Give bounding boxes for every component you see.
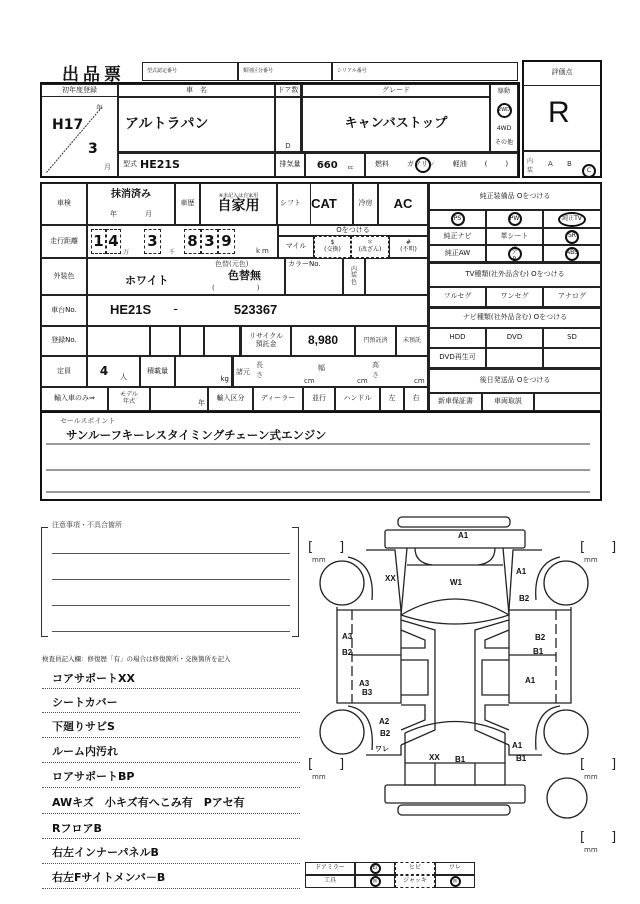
year-suffix: 年 xyxy=(96,104,103,112)
equip-leather-seat[interactable]: 革シート xyxy=(486,228,543,245)
mileage-tampered-option[interactable]: ＊ (改ざん) xyxy=(351,236,389,258)
rear-bumper-bottom xyxy=(398,805,510,815)
chassis-prefix: HE21S xyxy=(110,302,152,318)
car-name: アルトラパン xyxy=(118,97,275,152)
inspector-item: コアサポートXX xyxy=(52,672,135,685)
damage-mark: A3 xyxy=(359,679,370,688)
equip-tv[interactable]: 純正TV xyxy=(543,210,601,228)
damage-mark: B2 xyxy=(380,729,391,738)
fuel-paren-close: ) xyxy=(505,160,509,169)
notes-line xyxy=(52,631,290,632)
rear-bumper xyxy=(385,785,525,803)
later-blank xyxy=(534,393,601,411)
exterior-color-label: 外装色 xyxy=(41,258,87,295)
navi-blank xyxy=(486,348,543,368)
mileage-digit: 3 xyxy=(144,229,161,254)
damage-mark: A1 xyxy=(525,676,536,685)
ac-value: AC xyxy=(378,183,428,225)
notes-label: 注意事項・不具合箇所 xyxy=(52,521,122,529)
registration-cell xyxy=(180,326,204,356)
tread-bracket: [ ] xyxy=(580,540,617,555)
registration-label: 登録No. xyxy=(41,326,87,356)
tread-bracket: [ ] xyxy=(308,540,345,555)
drive-other: その他 xyxy=(494,139,513,147)
mileage-digit: 3 xyxy=(201,229,218,254)
equip-navi[interactable]: 純正ナビ xyxy=(428,228,486,245)
sales-point-label: セールスポイント xyxy=(60,417,116,425)
width-label: 幅 xyxy=(318,364,325,372)
type-approval-field: 型式認定番号 xyxy=(142,62,238,81)
import-label: 輸入車のみ⇒ xyxy=(41,387,108,411)
inspector-label: 検査員記入欄：修復歴「有」の場合は修復箇所・交換箇所を記入 xyxy=(42,655,231,663)
damage-mark: B2 xyxy=(342,648,353,657)
mileage-unit: km xyxy=(256,247,271,255)
sales-point-text: サンルーフキーレスタイミングチェーン式エンジン xyxy=(66,428,327,442)
length-label: 長さ xyxy=(256,361,263,379)
mileage-exchanged-option[interactable]: $ (交換) xyxy=(314,236,351,258)
door-mirror-label: ドアミラー xyxy=(305,862,355,875)
history-value: 自家用 xyxy=(217,198,260,215)
selected-circle-icon xyxy=(415,157,431,173)
tv-oneseg[interactable]: ワンセグ xyxy=(486,287,543,307)
divider xyxy=(42,813,300,814)
shaken-value: 抹消済み xyxy=(111,189,151,201)
import-parallel[interactable]: 並行 xyxy=(303,387,335,411)
history-label: 車歴 xyxy=(175,183,200,225)
shaken-cell xyxy=(87,183,175,225)
spec-label: 諸元 xyxy=(236,368,250,376)
damage-mark: A2 xyxy=(379,717,390,726)
month-suffix: 月 xyxy=(104,163,111,171)
divider xyxy=(42,888,300,889)
shaken-month-unit: 月 xyxy=(145,209,152,218)
front-bumper-top xyxy=(398,517,510,527)
recycle-deposited: 円預託済 xyxy=(355,326,396,356)
length-unit: cm xyxy=(304,377,315,385)
import-type-label: 輸入区分 xyxy=(208,387,253,411)
rear-window xyxy=(405,722,505,734)
tread-unit: mm xyxy=(312,556,326,564)
later-warranty[interactable]: 新車保証書 xyxy=(428,393,482,411)
capacity-cell xyxy=(87,356,140,387)
navi-sd[interactable]: SD xyxy=(543,328,601,348)
load-unit: kg xyxy=(175,356,232,387)
later-manual[interactable]: 車両取説 xyxy=(482,393,534,411)
car-name-label: 車 名 xyxy=(118,84,275,97)
tread-unit: mm xyxy=(312,773,326,781)
damage-mark: ワレ xyxy=(375,746,389,753)
score-value: R xyxy=(548,96,570,129)
tread-bracket: [ ] xyxy=(580,757,617,772)
equip-airbag[interactable]: エアB xyxy=(486,245,543,262)
drive-2wd: 2WD xyxy=(497,103,512,118)
width-unit: cm xyxy=(357,377,368,385)
damage-mark: B2 xyxy=(535,633,546,642)
damage-mark: B1 xyxy=(455,755,466,764)
mileage-digit: 1 xyxy=(91,229,106,254)
divider xyxy=(42,688,300,689)
navi-dvd[interactable]: DVD xyxy=(486,328,543,348)
history-note: ※未記入は自家用 xyxy=(218,192,259,199)
front-bumper xyxy=(385,530,525,548)
interior-color-label: 内装色 xyxy=(343,258,365,295)
tread-unit: mm xyxy=(584,773,598,781)
divider xyxy=(42,863,300,864)
recycle-label: リサイクル預託金 xyxy=(240,326,291,356)
serial-field: シリアル番号 xyxy=(332,62,518,81)
handle-right[interactable]: 右 xyxy=(404,387,428,411)
sen-unit: 千 xyxy=(169,249,176,256)
capacity-value: 4 xyxy=(99,363,109,378)
ac-label: 冷房 xyxy=(353,183,378,225)
fuel-diesel: 軽油 xyxy=(452,160,467,169)
mileage-digit: 4 xyxy=(106,229,121,254)
interior-label: 内装 xyxy=(527,158,534,174)
fuel-label: 燃料 xyxy=(374,160,389,169)
history-cell xyxy=(200,183,277,225)
inspector-item: 右左Fサイトメンバ－B xyxy=(52,871,166,884)
car-damage-diagram xyxy=(300,505,610,860)
damage-mark: A3 xyxy=(342,632,353,641)
mile-option: マイル xyxy=(278,236,314,258)
exterior-color-value: ホワイト xyxy=(125,274,169,287)
chassis-label: 車台No. xyxy=(41,295,87,326)
divider xyxy=(42,737,300,738)
door-mirror-value: E/ xyxy=(355,862,395,875)
divider xyxy=(40,411,602,413)
inspector-item: 下廻りサビS xyxy=(52,720,115,733)
drive-4wd: 4WD xyxy=(496,125,512,133)
chassis-number: 523367 xyxy=(233,302,278,318)
divider xyxy=(42,838,300,839)
divider xyxy=(42,712,300,713)
divider xyxy=(46,443,590,445)
navi-header: ナビ種類(社外品含む) Oをつける xyxy=(428,307,601,328)
divider xyxy=(42,762,300,763)
inspector-item: ルーム内汚れ xyxy=(52,745,118,758)
displacement-unit: cc xyxy=(347,165,354,172)
model-cell xyxy=(118,152,275,177)
model-value: HE21S xyxy=(140,157,180,171)
divider xyxy=(46,491,590,493)
break-label: ワレ xyxy=(435,862,475,875)
spare-tire xyxy=(547,778,587,818)
first-reg-month: 3 xyxy=(88,141,98,157)
color-change-value: 色替無 xyxy=(228,269,261,282)
color-change-label: 色替(元色) xyxy=(215,260,249,268)
dvd-play[interactable]: DVD再生可 xyxy=(428,348,486,368)
damage-mark: A1 xyxy=(458,531,469,540)
registration-cell xyxy=(150,326,180,356)
import-dealer[interactable]: ディーラー xyxy=(253,387,303,411)
capacity-unit: 人 xyxy=(120,372,128,381)
mileage-digit: 8 xyxy=(184,229,201,254)
jack-value: 無 xyxy=(435,875,475,888)
height-label: 高さ xyxy=(372,361,379,379)
grade-label: グレード xyxy=(301,84,490,97)
equip-pw[interactable]: PW xyxy=(486,210,543,228)
wheel-rear-left xyxy=(320,710,364,754)
shaken-year-unit: 年 xyxy=(110,209,117,218)
notes-bracket-left xyxy=(41,527,48,637)
shift-value: CAT xyxy=(296,183,353,225)
registration-cell xyxy=(204,326,240,356)
damage-mark: B1 xyxy=(516,754,527,763)
tv-header: TV種類(社外品含む) Oをつける xyxy=(428,262,601,287)
shaken-date xyxy=(110,211,152,219)
date-slash-icon xyxy=(44,105,104,175)
handle-label: ハンドル xyxy=(335,387,380,411)
interior-grade-a: A xyxy=(548,160,553,168)
recycle-value: 8,980 xyxy=(291,326,355,356)
shaken-label: 車検 xyxy=(41,183,87,225)
notes-line xyxy=(52,579,290,580)
tread-bracket: [ ] xyxy=(308,757,345,772)
recycle-not-deposited: 未預託 xyxy=(396,326,428,356)
notes-bracket-right xyxy=(292,527,299,637)
damage-mark: A1 xyxy=(516,567,527,576)
displacement-label: 排気量 xyxy=(275,152,305,177)
windshield xyxy=(401,599,509,615)
tv-fullseg[interactable]: フルセグ xyxy=(428,287,486,307)
chassis-cell xyxy=(87,295,428,326)
damage-mark: A1 xyxy=(512,741,523,750)
jack-label: ジャッキ xyxy=(395,875,435,888)
doors-suffix: D xyxy=(285,142,291,151)
color-change-paren: ( ) xyxy=(212,284,260,292)
tread-unit: mm xyxy=(584,556,598,564)
notes-line xyxy=(52,553,290,554)
drive-label: 駆動 xyxy=(497,87,510,95)
interior-grade-c xyxy=(582,157,596,178)
sheet-title: 出品票 xyxy=(62,65,125,85)
damage-mark: B2 xyxy=(519,594,530,603)
cabin xyxy=(401,620,509,745)
selected-circle-icon: C xyxy=(582,164,596,178)
height-unit: cm xyxy=(414,377,425,385)
inspector-item: ロアサポートBP xyxy=(52,770,135,783)
capacity-label: 定員 xyxy=(41,356,87,387)
equipment-header: 純正装備品 Oをつける xyxy=(428,183,601,210)
drive-cell xyxy=(490,84,518,152)
inspector-item: 右左インナーパネルB xyxy=(52,846,159,859)
equip-ps[interactable]: PS xyxy=(428,210,486,228)
model-label: 型式 xyxy=(123,160,137,169)
tools-value: 無 xyxy=(355,875,395,888)
first-reg-era-year: H17 xyxy=(52,117,84,133)
model-year-label: モデル年式 xyxy=(108,387,150,411)
man-unit: 万 xyxy=(123,249,130,256)
mileage-digit: 9 xyxy=(218,229,235,254)
score-label: 評価点 xyxy=(523,61,601,86)
equip-abs[interactable]: ABS xyxy=(543,245,601,262)
first-reg-label: 初年度登録 xyxy=(41,84,118,97)
load-label: 積載量 xyxy=(140,356,175,387)
wheel-front-right xyxy=(544,561,588,605)
interior-grade-b: B xyxy=(567,160,572,168)
chassis-dash: - xyxy=(173,302,178,318)
model-year-unit: 年 xyxy=(150,387,208,411)
shift-label: シフト xyxy=(277,183,311,225)
doors-label: ドア数 xyxy=(275,84,301,97)
tv-analog[interactable]: アナログ xyxy=(543,287,601,307)
divider xyxy=(42,787,300,788)
mileage-label: 走行距離 xyxy=(41,225,87,258)
inspector-item: AWキズ 小キズ有へこみ有 Pアセ有 xyxy=(52,796,245,809)
damage-mark: B3 xyxy=(362,688,373,697)
wheel-rear-right xyxy=(544,710,588,754)
interior-color-value xyxy=(365,258,428,295)
inspector-item: RフロアB xyxy=(52,822,102,835)
fuel-cell xyxy=(365,152,518,177)
displacement-cell xyxy=(305,152,365,177)
notes-line xyxy=(52,605,290,606)
wheel-front-left xyxy=(320,561,364,605)
mileage-unknown-option[interactable]: # (不明) xyxy=(389,236,428,258)
handle-left[interactable]: 左 xyxy=(380,387,404,411)
crack-label: ヒビ xyxy=(395,862,435,875)
damage-mark: XX xyxy=(429,753,440,762)
navi-blank xyxy=(543,348,601,368)
damage-mark: W1 xyxy=(450,578,462,587)
doors-cell xyxy=(275,97,301,152)
inspector-item: シートカバー xyxy=(52,696,118,709)
tread-unit: mm xyxy=(584,846,598,854)
displacement-value: 660 xyxy=(316,159,338,171)
divider xyxy=(46,469,590,471)
fuel-paren-open: ( xyxy=(484,160,488,169)
equip-sr[interactable]: SR xyxy=(543,228,601,245)
color-no-label: カラーNo. xyxy=(285,258,343,295)
tread-bracket: [ ] xyxy=(580,830,617,845)
damage-mark: XX xyxy=(385,574,396,583)
tools-label: 工具 xyxy=(305,875,355,888)
grade-value: キャンバストップ xyxy=(301,97,490,152)
later-header: 後日発送品 Oをつける xyxy=(428,368,601,393)
registration-cell xyxy=(87,326,150,356)
classification-field: 類別区分番号 xyxy=(238,62,332,81)
navi-hdd[interactable]: HDD xyxy=(428,328,486,348)
damage-mark: B1 xyxy=(533,647,544,656)
mileage-mark-header: Oをつける xyxy=(278,225,428,236)
fuel-gasoline: ガソリン xyxy=(407,161,435,169)
equip-aw[interactable]: 純正AW xyxy=(428,245,486,262)
